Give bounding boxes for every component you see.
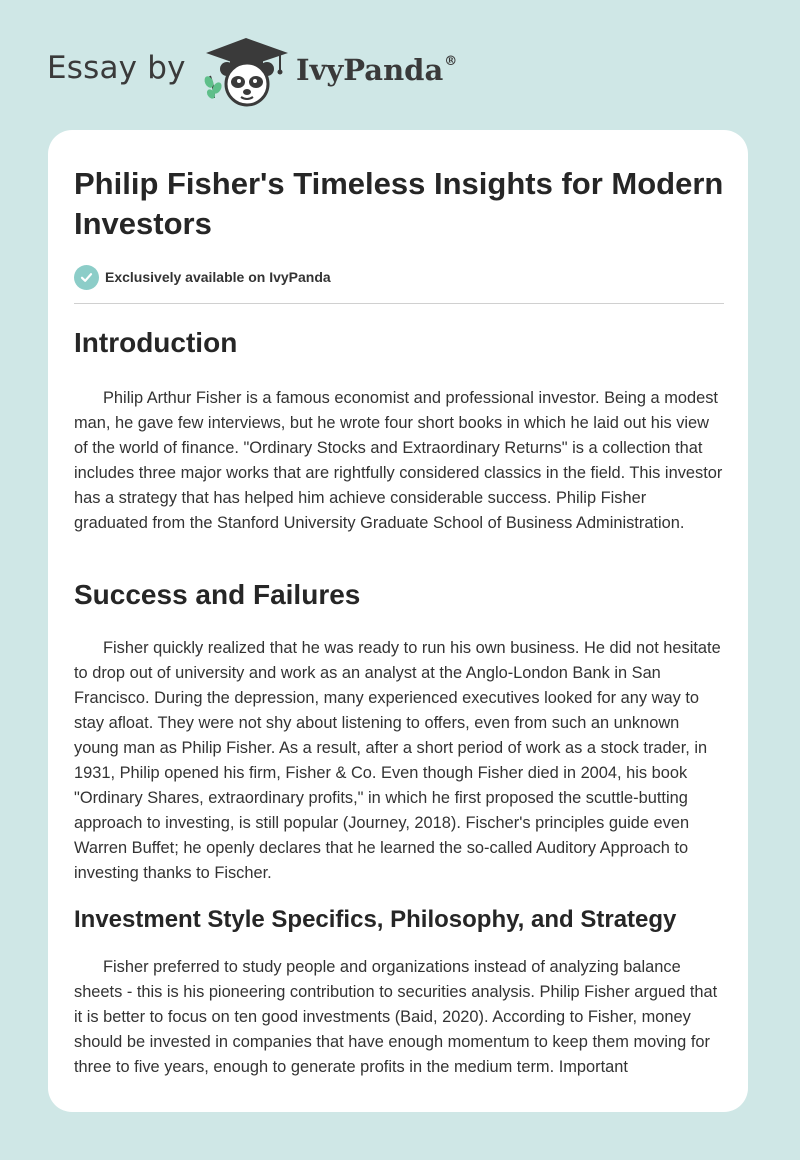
site-header — [0, 0, 800, 120]
check-circle-icon — [74, 265, 99, 290]
essay-card — [48, 130, 748, 1112]
section-heading-introduction: Introduction — [74, 327, 238, 358]
section-heading-investment-style: Investment Style Specifics, Philosophy, and Strategy — [74, 906, 677, 933]
exclusive-badge — [74, 264, 331, 290]
badge-label: Exclusively available on IvyPanda — [105, 269, 331, 285]
section-heading-success-and-failures: Success and Failures — [74, 579, 361, 610]
registered-mark: ® — [444, 54, 458, 70]
brand-name: IvyPanda — [296, 53, 444, 87]
section-body-investment-style: Fisher preferred to study people and organizations instead of analyzing balance sheets - this is his pioneering contribution to securities analysis. Philip Fisher argued that it is better to focus on ten good investments (Baid, 2020). According to Fisher, money should be invested in companies that have enough momentum to keep them moving for three to five years, enough to generate profits in the medium term. Important — [74, 958, 718, 1076]
brand-logo-text[interactable] — [296, 53, 457, 87]
section-body-success-and-failures: Fisher quickly realized that he was ready to run his own business. He did not hesitate to drop out of university and work as an analyst at the Anglo-London Bank in San Francisco. During the depression, many experienced executives looked for any way to stay afloat. They were not shy about listening to offers, even from such an unknown young man as Philip Fisher. As a result, after a short period of work as a stock trader, in 1931, Philip opened his firm, Fisher & Co. Even though Fisher died in 2004, his book "Ordinary Shares, extraordinary profits," in which he first proposed the scuttle-butting approach to investing, is still popular (Journey, 2018). Fischer's principles guide even Warren Buffet; he openly declares that he learned the so-called Auditory Approach to investing thanks to Fischer. — [74, 639, 721, 882]
essay-by-label: Essay by — [47, 50, 186, 86]
divider — [74, 303, 724, 304]
section-body-introduction: Philip Arthur Fisher is a famous economist and professional investor. Being a modest man, he gave few interviews, but he wrote four short books in which he laid out his view of the world of finance. "Ordinary Stocks and Extraordinary Returns" is a collection that includes three major works that are rightfully considered classics in the field. This investor has a strategy that has helped him achieve considerable success. Philip Fisher graduated from the Stanford University Graduate School of Business Administration. — [74, 389, 723, 532]
page-title: Philip Fisher's Timeless Insights for Modern Investors — [74, 166, 724, 241]
panda-graduate-icon[interactable] — [200, 36, 292, 108]
